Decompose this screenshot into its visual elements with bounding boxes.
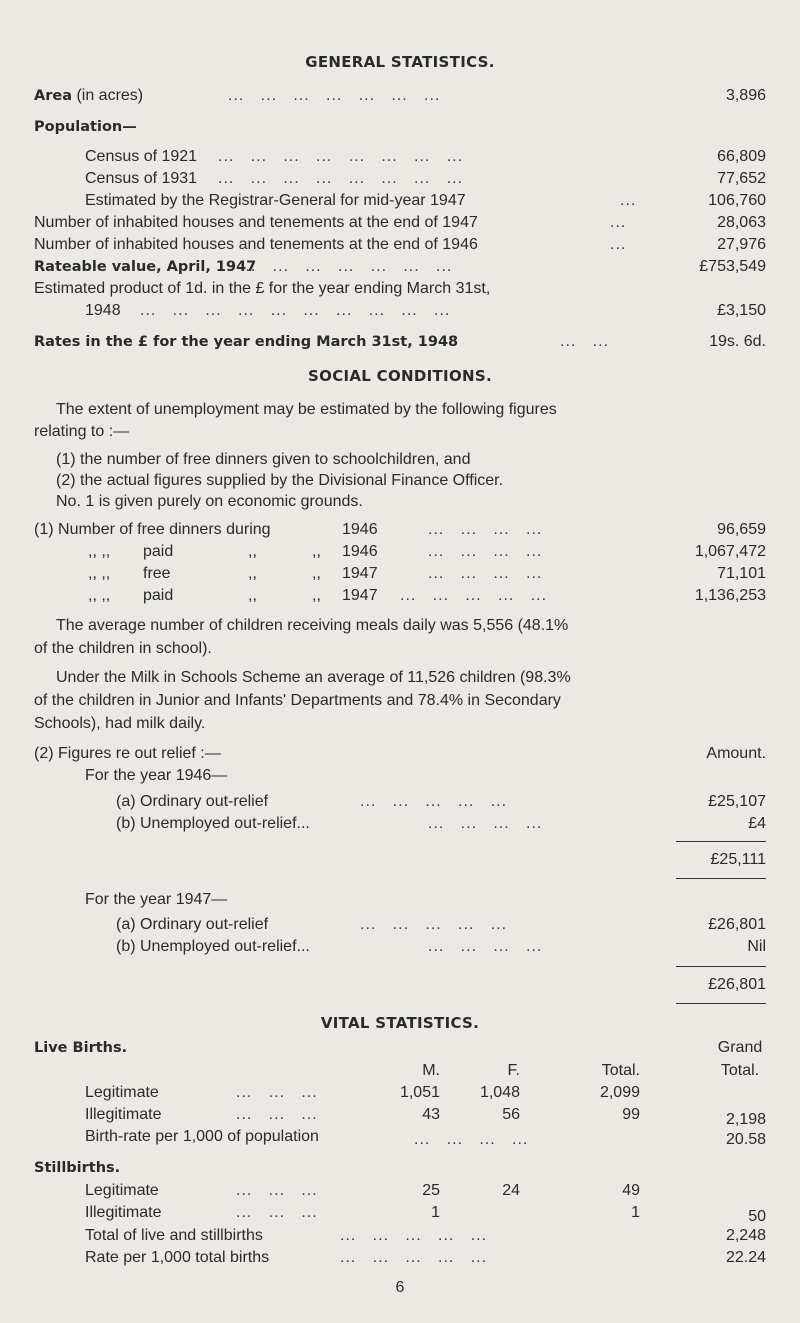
dinners-ditto-prefix: ,, ,, <box>88 587 111 604</box>
year-1947-label: For the year 1947— <box>85 891 228 908</box>
stillbirths-heading: Stillbirths. <box>34 1160 121 1176</box>
rate-total-births-label: Rate per 1,000 total births <box>85 1249 270 1266</box>
average-line2: of the children in school). <box>34 640 212 657</box>
total-live-still-label: Total of live and stillbirths <box>85 1227 263 1244</box>
stillbirths-grand-total: 50 <box>748 1208 766 1225</box>
dinners-ditto: ,, <box>248 543 257 560</box>
dinners-value: 96,659 <box>717 521 766 538</box>
social-item-1: (1) the number of free dinners given to schoolchildren, and <box>56 451 471 468</box>
illegitimate-male: 43 <box>422 1106 440 1123</box>
estimate-value: 106,760 <box>708 192 766 209</box>
dinners-value: 1,067,472 <box>694 543 766 560</box>
illegitimate-female: 56 <box>502 1106 520 1123</box>
leader-dots: ... ... ... ... ... ... ... ... <box>218 148 464 165</box>
ordinary-relief-1946-label: (a) Ordinary out-relief <box>116 793 269 810</box>
rates-label: Rates in the £ for the year ending March 31st, 1948 <box>34 334 459 350</box>
col-total-heading: Total. <box>601 1062 640 1079</box>
houses-1947-label: Number of inhabited houses and tenements at the end of 1947 <box>34 214 478 231</box>
vital-statistics-heading: VITAL STATISTICS. <box>320 1014 480 1032</box>
average-line1: The average number of children receiving meals daily was 5,556 (48.1% <box>56 617 569 634</box>
milk-line2: of the children in Junior and Infants' Departments and 78.4% in Secondary <box>34 692 561 709</box>
ordinary-relief-1947-value: £26,801 <box>708 916 766 933</box>
relief-heading: (2) Figures re out relief :— <box>34 745 221 762</box>
leader-dots: ... <box>610 236 627 253</box>
dinners-ditto: ,, <box>312 565 321 582</box>
area-unit: (in acres) <box>76 87 144 104</box>
leader-dots: ... ... ... ... ... <box>340 1227 488 1244</box>
leader-dots: ... ... ... ... <box>414 1131 529 1148</box>
dinners-year: 1947 <box>342 565 378 582</box>
area-label: Area <box>34 88 72 104</box>
leader-dots: ... ... ... ... <box>428 543 543 560</box>
general-statistics-heading: GENERAL STATISTICS. <box>305 53 495 71</box>
census-1931-label: Census of 1931 <box>85 170 198 187</box>
dinners-row-1 <box>34 520 271 540</box>
rateable-value: £753,549 <box>699 258 766 275</box>
dinners-ditto-prefix: ,, ,, <box>88 565 111 582</box>
leader-dots: ... ... ... ... ... ... ... <box>228 87 441 104</box>
unemployed-relief-1946-value: £4 <box>748 815 766 832</box>
total-rule <box>676 966 766 967</box>
live-births-grand-total: 2,198 <box>725 1111 766 1128</box>
birthrate-label: Birth-rate per 1,000 of population <box>85 1128 319 1145</box>
product-label-line2: 1948 <box>85 302 121 319</box>
legitimate-female: 1,048 <box>479 1084 520 1101</box>
social-note: No. 1 is given purely on economic grounds. <box>56 493 363 510</box>
unemployed-relief-1947-label: (b) Unemployed out-relief... <box>116 938 310 955</box>
col-female-heading: F. <box>507 1062 520 1079</box>
amount-heading: Amount. <box>706 745 766 762</box>
social-intro-line2: relating to :— <box>34 423 130 440</box>
page-number: 6 <box>395 1279 405 1296</box>
dinners-ditto: ,, <box>312 587 321 604</box>
leader-dots: ... ... ... ... ... ... ... <box>240 258 453 275</box>
legitimate-male: 1,051 <box>399 1084 440 1101</box>
leader-dots: ... ... ... ... <box>428 815 543 832</box>
ordinary-relief-1946-value: £25,107 <box>708 793 766 810</box>
leader-dots: ... ... ... ... ... <box>360 793 508 810</box>
dinners-year: 1946 <box>342 521 378 538</box>
area-row <box>34 86 143 106</box>
grand-total-heading-line2: Total. <box>720 1062 760 1079</box>
census-1921-value: 66,809 <box>717 148 766 165</box>
total-relief-1946: £25,111 <box>710 851 766 868</box>
rates-value: 19s. 6d. <box>709 333 766 350</box>
illegitimate-total: 99 <box>622 1106 640 1123</box>
legitimate-label: Legitimate <box>85 1084 159 1101</box>
social-item-2: (2) the actual figures supplied by the Divisional Finance Officer. <box>56 472 504 489</box>
total-rule <box>676 878 766 879</box>
leader-dots: ... <box>620 192 637 209</box>
leader-dots: ... ... ... <box>236 1106 318 1123</box>
milk-line3: Schools), had milk daily. <box>34 715 206 732</box>
still-legitimate-label: Legitimate <box>85 1182 159 1199</box>
dinners-ditto: ,, <box>248 565 257 582</box>
still-legitimate-male: 25 <box>422 1182 440 1199</box>
unemployed-relief-1946-label: (b) Unemployed out-relief... <box>116 815 310 832</box>
census-1921-label: Census of 1921 <box>85 148 198 165</box>
census-1931-value: 77,652 <box>717 170 766 187</box>
rate-total-births-value: 22.24 <box>725 1249 766 1266</box>
birthrate-value: 20.58 <box>725 1131 766 1148</box>
leader-dots: ... ... ... ... ... <box>360 916 508 933</box>
leader-dots: ... ... ... ... ... ... ... ... <box>218 170 464 187</box>
col-male-heading: M. <box>422 1062 440 1079</box>
dinners-value: 71,101 <box>717 565 766 582</box>
dinners-ditto: ,, <box>248 587 257 604</box>
social-conditions-heading: SOCIAL CONDITIONS. <box>308 367 492 385</box>
still-illegitimate-total: 1 <box>631 1204 640 1221</box>
still-legitimate-total: 49 <box>622 1182 640 1199</box>
milk-line1: Under the Milk in Schools Scheme an average of 11,526 children (98.3% <box>56 669 571 686</box>
total-rule <box>676 841 766 842</box>
estimate-label: Estimated by the Registrar-General for mid-year 1947 <box>85 192 466 209</box>
dinners-label: free <box>143 565 171 582</box>
legitimate-total: 2,099 <box>599 1084 640 1101</box>
population-label: Population— <box>34 119 137 135</box>
leader-dots: ... ... <box>560 333 610 350</box>
total-rule <box>676 1003 766 1004</box>
product-label-line1: Estimated product of 1d. in the £ for the year ending March 31st, <box>34 280 491 297</box>
grand-total-heading-line1: Grand <box>717 1039 763 1056</box>
leader-dots: ... ... ... ... ... <box>340 1249 488 1266</box>
leader-dots: ... ... ... <box>236 1182 318 1199</box>
rateable-label: Rateable value, April, 1947 <box>34 259 257 275</box>
dinners-ditto-prefix: ,, ,, <box>88 543 111 560</box>
dinners-ditto: ,, <box>312 543 321 560</box>
area-value: 3,896 <box>725 87 766 104</box>
product-value: £3,150 <box>717 302 766 319</box>
leader-dots: ... ... ... <box>236 1084 318 1101</box>
total-relief-1947: £26,801 <box>708 976 766 993</box>
illegitimate-label: Illegitimate <box>85 1106 162 1123</box>
leader-dots: ... ... ... ... ... ... ... ... ... ... <box>140 302 451 319</box>
still-illegitimate-male: 1 <box>431 1204 440 1221</box>
total-live-still-value: 2,248 <box>725 1227 766 1244</box>
dinners-label: Number of free dinners during <box>58 521 271 538</box>
dinners-label: paid <box>143 587 174 604</box>
dinners-year: 1947 <box>342 587 378 604</box>
social-intro-line1: The extent of unemployment may be estimated by the following figures <box>56 401 557 418</box>
still-legitimate-female: 24 <box>502 1182 520 1199</box>
houses-1946-value: 27,976 <box>717 236 766 253</box>
year-1946-label: For the year 1946— <box>85 767 228 784</box>
leader-dots: ... <box>610 214 627 231</box>
dinners-prefix: (1) <box>34 521 54 538</box>
leader-dots: ... ... ... <box>236 1204 318 1221</box>
still-illegitimate-label: Illegitimate <box>85 1204 162 1221</box>
live-births-heading: Live Births. <box>34 1040 128 1056</box>
leader-dots: ... ... ... ... <box>428 565 543 582</box>
houses-1946-label: Number of inhabited houses and tenements at the end of 1946 <box>34 236 478 253</box>
leader-dots: ... ... ... ... <box>428 938 543 955</box>
dinners-label: paid <box>143 543 174 560</box>
leader-dots: ... ... ... ... <box>428 521 543 538</box>
dinners-year: 1946 <box>342 543 378 560</box>
dinners-value: 1,136,253 <box>694 587 766 604</box>
leader-dots: ... ... ... ... ... <box>400 587 548 604</box>
unemployed-relief-1947-value: Nil <box>747 938 766 955</box>
ordinary-relief-1947-label: (a) Ordinary out-relief <box>116 916 269 933</box>
houses-1947-value: 28,063 <box>717 214 766 231</box>
